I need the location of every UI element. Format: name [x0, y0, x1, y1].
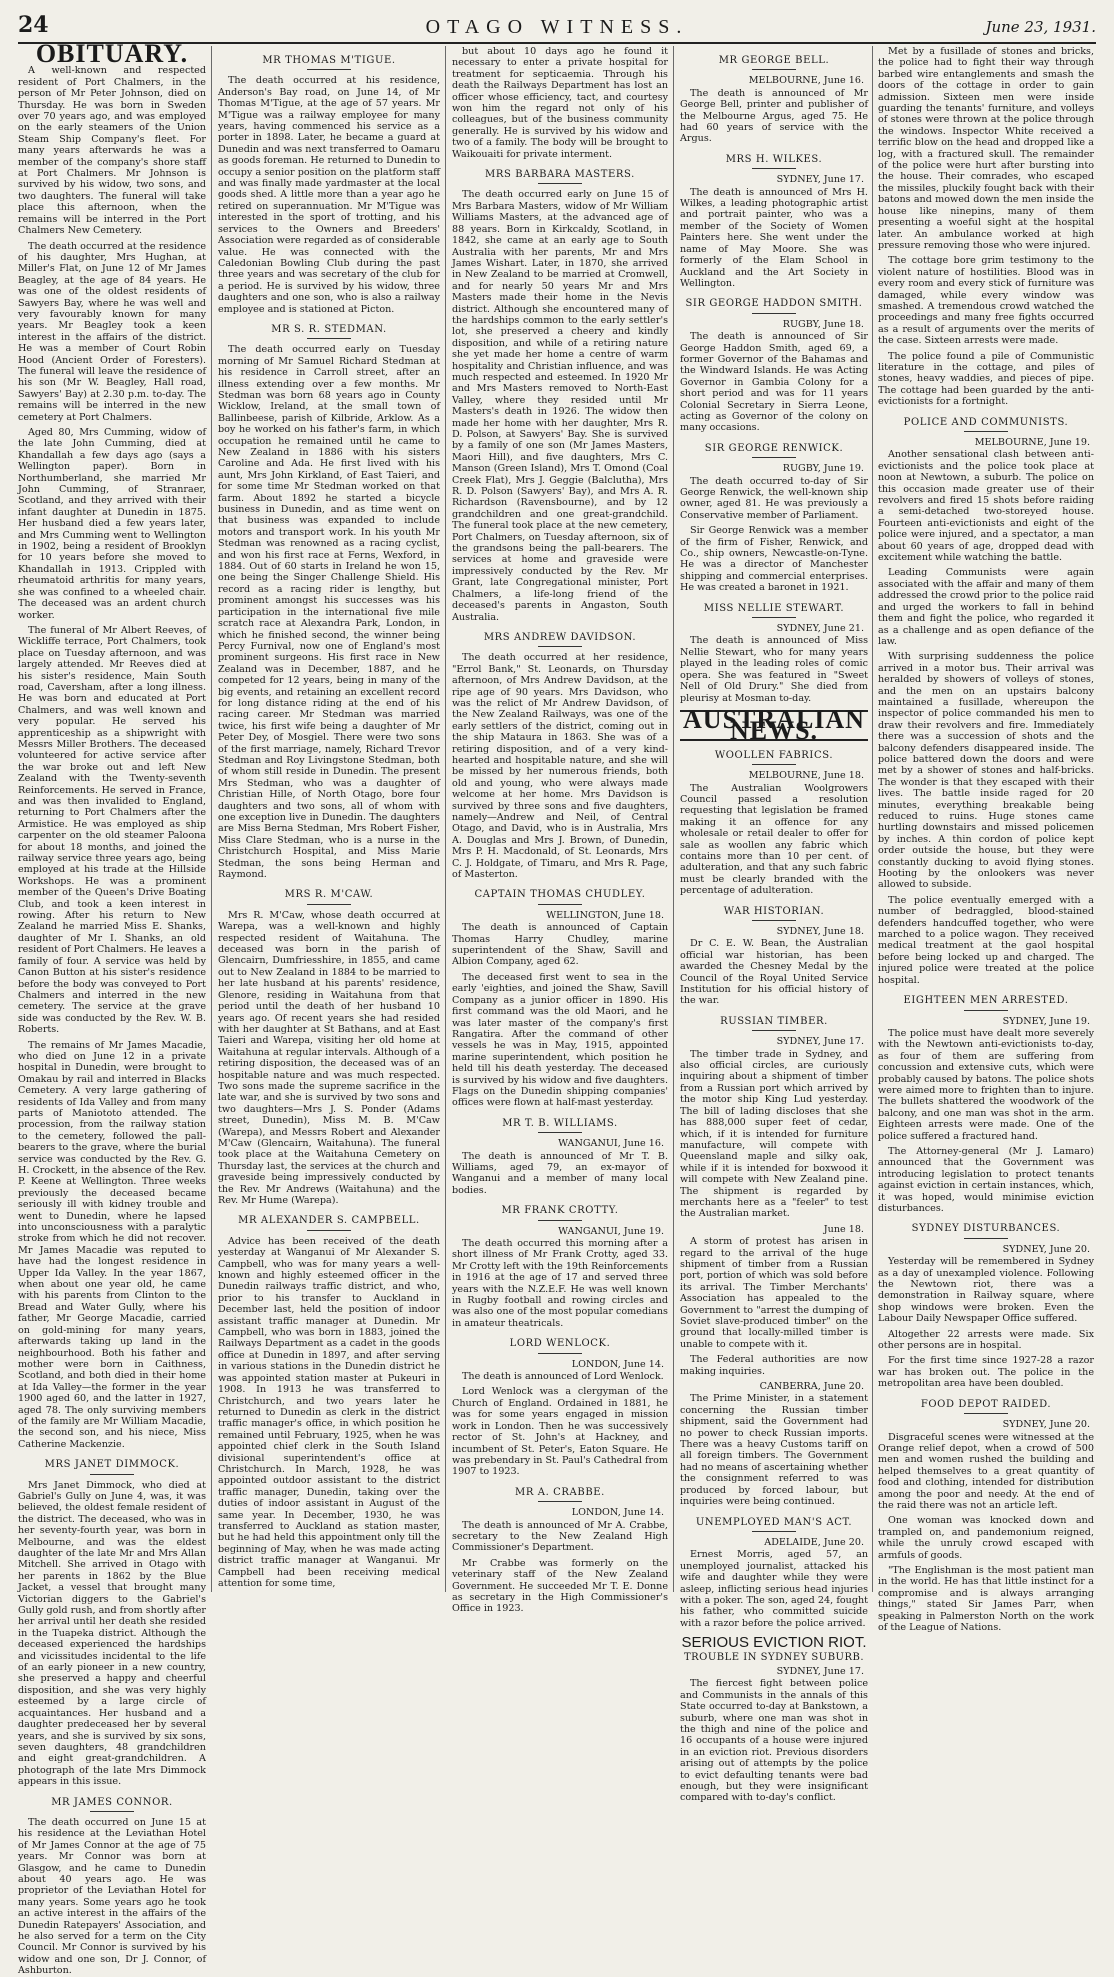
headline-rule [752, 920, 796, 921]
article-paragraph: The death occurred on June 15 at his residence at the Leviathan Hotel of Mr James Connor at the age of 75 years. Mr Connor was born at Glasgow, and he came to Dunedin about 40 years ago. He was proprietor of the Leviathan Hotel for many years. Some years ago he took an active interest in the affairs of the Dunedin Ratepayers' Association, and he also served for a term on the City Council. Mr Connor is survived by his widow and one son, Dr J. Connor, of Ashburton. [18, 1816, 206, 1977]
article-headline: WAR HISTORIAN. [723, 905, 825, 917]
article-paragraph: The death is announced of Captain Thomas Harry Chudley, marine superintendent of the Shaw, Savill and Albion Company, aged 62. [452, 922, 668, 968]
headline-rule [964, 1413, 1008, 1414]
article-headline: MR S. R. STEDMAN. [271, 323, 387, 335]
dateline: CANBERRA, June 20. [759, 1381, 864, 1393]
dateline: WELLINGTON, June 18. [546, 909, 664, 921]
dateline: June 18. [823, 1223, 864, 1235]
article-paragraph: The death is announced of Mr A. Crabbe, secretary to the New Zealand High Commissioner's Department. [452, 1519, 668, 1554]
article-paragraph: With surprising suddenness the police arrived in a motor bus. Their arrival was heralded by showers of volleys of stones, and the men on an upstairs balcony maintained a fusillade, whereupon the inspector of police commanded his men to draw their revolvers and fire. Immediately there was a succession of shots and the balcony defenders disappeared inside. The police battered down the doors and were met by a shower of stones and half-bricks. The wonder is that they escaped with their lives. The battle inside raged for 20 minutes, everything breakable being reduced to ruins. Huge stones came hurtling downstairs and missed policemen by inches. A thin cordon of police kept order outside the house, but they were constantly ducking to avoid flying stones. Hooting by the onlookers was never allowed to subside. [878, 651, 1094, 891]
article-paragraph: The cottage bore grim testimony to the violent nature of hostilities. Blood was in every room and every stick of furniture was damaged, while every window was smashed. A tremendous crowd watched the proceedings and many free fights occurred as a result of arguments over the merits of the case. Sixteen arrests were made. [878, 255, 1094, 347]
dateline: SYDNEY, June 17. [776, 1665, 864, 1677]
headline-rule [964, 1238, 1008, 1239]
article-paragraph: The death is announced of Miss Nellie Stewart, who for many years played in the leading roles of comic opera. She was featured in "Sweet Nell of Old Drury." She died from pleurisy at Mosman to-day. [680, 635, 868, 704]
column-5 [878, 46, 1094, 1633]
article-paragraph: The death occurred to-day of Sir George Renwick, the well-known ship owner, aged 81. He was previously a Conservative member of Parliament. [680, 475, 868, 521]
article-paragraph: The Australian Woolgrowers Council passed a resolution requesting that legislation be framed making it an offence for any wholesale or retail dealer to offer for sale as woollen any fabric which contains more than 10 per cent. of adulteration, and that any such fabric must be clearly branded with the percentage of adulteration. [680, 782, 868, 897]
dateline: SYDNEY, June 18. [776, 926, 864, 937]
article-paragraph: For the first time since 1927-28 a razor war has broken out. The police in the metropolitan area have been doubled. [878, 1355, 1094, 1390]
article-headline: MR ALEXANDER S. CAMPBELL. [238, 1215, 420, 1227]
headline-rule [538, 1132, 582, 1133]
article-paragraph: A well-known and respected resident of Port Chalmers, in the person of Mr Peter Johnson, died on Thursday. He was born in Sweden over 70 years ago, and was employed on the early steamers of the Union Steam Ship Company's fleet. For many years afterwards he was a member of the company's shore staff at Port Chalmers. Mr Johnson is survived by his widow, two sons, and two daughters. The funeral will take place this afternoon, when the remains will be interred in the Port Chalmers New Cemetery. [18, 65, 206, 237]
article-headline: MRS ANDREW DAVIDSON. [483, 631, 637, 643]
headline-rule [538, 1353, 582, 1354]
article-paragraph: The Prime Minister, in a statement concerning the Russian timber shipment, said the Government had no power to check Russian imports. There was a heavy Customs tariff on all foreign timbers. The Government had no means of ascertaining whether the consignment referred to was produced by forced labour, but inquiries were being continued. [680, 1393, 868, 1508]
article-paragraph: The death occurred at the residence of his daughter, Mrs Hughan, at Miller's Flat, on June 12 of Mr James Beagley, at the age of 84 years. He was one of the oldest residents of Sawyers Bay, where he was well and very favourably known for many years. Mr Beagley took a keen interest in the affairs of the district. He was a member of Court Robin Hood (Ancient Order of Foresters). The funeral will leave the residence of his son (Mr W. Beagley, Hall road, Sawyers' Bay) at 2.30 p.m. to-day. The remains will be interred in the new cemetery at Port Chalmers. [18, 240, 206, 423]
article-paragraph: A storm of protest has arisen in regard to the arrival of the huge shipment of timber from a Russian port, portion of which was sold before its arrival. The Timber Merchants' Association has appealed to the Government to "arrest the dumping of Soviet slave-produced timber" on the ground that locally-milled timber is unable to compete with it. [680, 1236, 868, 1350]
headline-rule [307, 1230, 351, 1231]
issue-date: June 23, 1931. [985, 18, 1096, 36]
column-1 [18, 39, 207, 1977]
sub-headline: TROUBLE IN SYDNEY SUBURB. [683, 1651, 865, 1663]
article-paragraph: The police must have dealt more severely with the Newtown anti-evictionists to-day, as four of them are suffering from concussion and extensive cuts, which were probably caused by batons. The police shots were aimed more to frighten than to injure. The bullets shattered the woodwork of the balcony, and one man was shot in the arm. Eighteen arrests were made. One of the police suffered a fractured hand. [878, 1027, 1094, 1142]
article-headline: UNEMPLOYED MAN'S ACT. [695, 1516, 853, 1528]
article-headline: CAPTAIN THOMAS CHUDLEY. [474, 889, 646, 901]
article-headline: SYDNEY DISTURBANCES. [911, 1223, 1061, 1235]
article-paragraph: The death occurred at her residence, "Errol Bank," St. Leonards, on Thursday afternoon, of Mrs Andrew Davidson, at the ripe age of 90 years. Mrs Davidson, who was the relict of Mr Andrew Davidson, of the New Zealand Railways, was one of the early settlers of the district, coming out in the ship Mataura in 1863. She was of a retiring disposition, and of a very kind-hearted and hospitable nature, and she will be missed by her numerous friends, both old and young, who were always made welcome at her home. Mrs Davidson is survived by three sons and five daughters, namely—Andrew and Neil, of Central Otago, and David, who is in Australia, Mrs A. Douglas and Mrs J. Brown, of Dunedin, Mrs P. H. Macdonald, of St. Leonards, Mrs C. J. Holdgate, of Timaru, and Mrs R. Page, of Masterton. [452, 652, 668, 881]
headline-rule [964, 431, 1008, 432]
article-headline: SIR GEORGE RENWICK. [704, 442, 844, 454]
article-paragraph: Leading Communists were again associated with the affair and many of them addressed the crowd prior to the police raid and urged the workers to fall in behind them and fight the police, who regarded it as a challenge and as open defiance of the law. [878, 567, 1094, 647]
article-paragraph: The death occurred at his residence, Anderson's Bay road, on June 14, of Mr Thomas M'Tigue, at the age of 57 years. Mr M'Tigue was a railway employee for many years, having commenced his service as a porter in 1898. Later, he became a guard at Dunedin and was next transferred to Oamaru as goods foreman. He returned to Dunedin to occupy a senior position on the platform staff and was finally made yardmaster at the local goods shed. A little more than a year ago he retired on superannuation. Mr M'Tigue was interested in the sport of trotting, and his services to the Owners and Breeders' Association were regarded as of considerable value. He was connected with the Caledonian Bowling Club during the past three years and was secretary of the club for a period. He is survived by his widow, three daughters and one son, who is also a railway employee and is stationed at Picton. [218, 75, 440, 315]
page-number: 24 [18, 12, 49, 38]
article-headline: EIGHTEEN MEN ARRESTED. [903, 995, 1069, 1007]
article-headline: MR GEORGE BELL. [718, 55, 830, 66]
dateline: ADELAIDE, June 20. [764, 1536, 864, 1548]
headline-rule [752, 764, 796, 765]
dateline: MELBOURNE, June 16. [748, 75, 864, 87]
dateline: LONDON, June 14. [571, 1358, 664, 1370]
section-title: OBITUARY. [35, 39, 189, 68]
headline-rule [90, 1474, 134, 1475]
headline-rule [538, 904, 582, 905]
article-paragraph: Mrs R. M'Caw, whose death occurred at Warepa, was a well-known and highly respected resident of Waitahuna. The deceased was born in the parish of Glencairn, Dumfriesshire, in 1855, and came out to New Zealand in 1884 to be married to her late husband at his parents' residence, Glenore, residing in Waitahuna from that period until the death of her husband 10 years ago. Of recent years she had resided with her daughter at St Bathans, and at East Taieri and Warepa, visiting her old home at Waitahuna at regular intervals. Although of a retiring disposition, the deceased was of an hospitable nature and was much respected. Two sons made the supreme sacrifice in the late war, and she is survived by two sons and two daughters—Mrs J. S. Ponder (Adams street, Dunedin), Miss M. B. M'Caw (Warepa), and Messrs Robert and Alexander M'Caw (Glencairn, Waitahuna). The funeral took place at the Waitahuna Cemetery on Thursday last, the services at the church and graveside being impressively conducted by the Rev. Mr Andrews (Waitahuna) and the Rev. Mr Hume (Warepa). [218, 909, 440, 1206]
article-paragraph: Altogether 22 arrests were made. Six other persons are in hospital. [878, 1328, 1094, 1352]
article-paragraph: One woman was knocked down and trampled on, and pandemonium reigned, while the unruly crowd escaped with armfuls of goods. [878, 1515, 1094, 1561]
headline-rule [752, 313, 796, 314]
article-paragraph: The funeral of Mr Albert Reeves, of Wickliffe terrace, Port Chalmers, took place on Tuesday afternoon, and was largely attended. Mr Reeves died at his sister's residence, Main South road, Caversham, after a long illness. He was born and educated at Port Chalmers, and was well known and very popular. He served his apprenticeship as a shipwright with Messrs Miller Brothers. The deceased volunteered for active service after the war broke out and left New Zealand with the Twenty-seventh Reinforcements. He served in France, and was then invalided to England, returning to Port Chalmers after the Armistice. He was employed as ship carpenter on the old steamer Paloona for about 18 months, and joined the railway service three years ago, being employed at his trade at the Hillside Workshops. He was a prominent member of the Queen's Drive Boating Club, and took a keen interest in rowing. After his return to New Zealand he married Miss E. Shanks, daughter of Mr I. Shanks, an old resident of Port Chalmers. He leaves a family of four. A service was held by Canon Button at his sister's residence before the body was conveyed to Port Chalmers and interred in the new cemetery. The service at the grave side was conducted by the Rev. W. B. Roberts. [18, 624, 206, 1036]
article-paragraph: Lord Wenlock was a clergyman of the Church of England. Ordained in 1881, he was for some years engaged in mission work in London. Then he was successively rector of St. John's at Hackney, and incumbent of St. Peter's, Eaton Square. He was prebendary in St. Paul's Cathedral from 1907 to 1923. [452, 1386, 668, 1478]
headline-rule [752, 1531, 796, 1532]
article-paragraph: The death occurred this morning after a short illness of Mr Frank Crotty, aged 33. Mr Crotty left with the 19th Reinforcements in 1916 at the age of 17 and served three years with the N.Z.E.F. He was well known in Rugby football and rowing circles and was also one of the most popular comedians in amateur theatricals. [452, 1238, 668, 1329]
article-paragraph: The Attorney-general (Mr J. Lamaro) announced that the Government was introducing legislation to protect tenants against eviction in certain instances, which, it was hoped, would minimise eviction disturbances. [878, 1145, 1094, 1214]
dateline: MELBOURNE, June 18. [748, 770, 864, 782]
newspaper-title: OTAGO WITNESS. [425, 16, 689, 38]
article-paragraph: The timber trade in Sydney, and also official circles, are curiously inquiring about a shipment of timber from a Russian port which arrived by the motor ship King Lud yesterday. The bill of lading discloses that she has 888,000 super feet of cedar, which, if it is intended for furniture manufacture, will compete with Queensland maple and silky oak, while if it is intended for boxwood it will compete with New Zealand pine. The shipment is regarded by merchants here as a "feeler" to test the Australian market. [680, 1048, 868, 1220]
article-paragraph: Ernest Morris, aged 57, an unemployed journalist, attacked his wife and daughter while they were asleep, inflicting serious head injuries with a poker. The son, aged 24, fought his father, who committed suicide with a razor before the police arrived. [680, 1549, 868, 1629]
article-paragraph: Aged 80, Mrs Cumming, widow of the late John Cumming, died at Khandallah a few days ago (says a Wellington paper). Born in Northumberland, she married Mr John Cumming, of Stranraer, Scotland, and they arrived with their infant daughter at Dunedin in 1875. Her husband died a few years later, and Mrs Cumming went to Wellington in 1902, being a resident of Brooklyn for 10 years before she moved to Khandallah in 1913. Crippled with rheumatoid arthritis for many years, she was confined to a wheeled chair. The deceased was an ardent church worker. [18, 427, 206, 621]
dateline: RUGBY, June 18. [782, 318, 864, 330]
column-rule [673, 46, 674, 1592]
article-headline: FOOD DEPOT RAIDED. [920, 1398, 1052, 1410]
headline-rule [538, 646, 582, 647]
article-paragraph: The fiercest fight between police and Communists in the annals of this State occurred to-day at Bankstown, a suburb, where one man was shot in the thigh and nine of the police and 16 occupants of a house were injured in an eviction riot. Previous disorders arising out of attempts by the police to evict defaulting tenants were bad enough, but they were insignificant compared with to-day's conflict. [680, 1678, 868, 1804]
dateline: WANGANUI, June 19. [558, 1225, 664, 1237]
article-headline: LORD WENLOCK. [509, 1338, 611, 1350]
column-rule [211, 46, 212, 1592]
dateline: SYDNEY, June 17. [776, 1036, 864, 1048]
column-3 [452, 46, 668, 1615]
article-headline: MRS H. WILKES. [725, 153, 823, 165]
article-headline: MISS NELLIE STEWART. [703, 602, 845, 614]
dateline: SYDNEY, June 17. [776, 174, 864, 186]
article-paragraph: The police found a pile of Communistic literature in the cottage, and piles of stones, heavy waddies, and pieces of pipe. The cottage had been guarded by the anti-evictionists for a fortnight. [878, 350, 1094, 408]
article-paragraph: The death is announced of Mrs H. Wilkes, a leading photographic artist and portrait painter, who was a member of the Society of Women Painters here. She went under the name of May Moore. She was formerly of the Elam School in Auckland and the Art Society in Wellington. [680, 186, 868, 289]
headline-rule [752, 168, 796, 169]
article-headline: WOOLLEN FABRICS. [714, 749, 834, 761]
headline-rule [752, 617, 796, 618]
article-paragraph: Another sensational clash between anti-evictionists and the police took place at noon at Newtown, a suburb. The police on this occasion made greater use of their revolvers and fired 15 shots before raiding a semi-detached two-storeyed house. Fourteen anti-evictionists and eight of the police were injured, and a spectator, a man about 60 years of age, dropped dead with excitement while watching the battle. [878, 449, 1094, 564]
dateline: RUGBY, June 19. [782, 463, 864, 475]
article-headline: MR A. CRABBE. [515, 1486, 605, 1498]
feature-headline: SERIOUS EVICTION RIOT. [681, 1634, 867, 1652]
dateline: SYDNEY, June 20. [1002, 1243, 1090, 1255]
dateline: LONDON, June 14. [571, 1507, 664, 1519]
headline-rule [538, 183, 582, 184]
article-headline: MRS BARBARA MASTERS. [485, 169, 635, 181]
headline-rule [752, 457, 796, 458]
article-paragraph: Yesterday will be remembered in Sydney as a day of unexampled violence. Following the Newtown riot, there was a demonstration in Railway square, where shop windows were broken. Even the Labour Daily Newspaper Office suffered. [878, 1256, 1094, 1325]
article-paragraph: The Federal authorities are now making inquiries. [680, 1354, 868, 1377]
article-paragraph: The death is announced of Lord Wenlock. [462, 1371, 664, 1383]
article-paragraph: The death is announced of Sir George Haddon Smith, aged 69, a former Governor of the Bahamas and the Windward Islands. He was Acting Governor in Gambia Colony for a short period and was for 11 years Colonial Secretary in Sierra Leone, acting as Governor of the colony on many occasions. [680, 331, 868, 434]
column-4 [680, 46, 868, 1804]
article-headline: SIR GEORGE HADDON SMITH. [685, 298, 863, 310]
column-2 [218, 46, 440, 1592]
column-rule [445, 46, 446, 1592]
article-headline: MR FRANK CROTTY. [501, 1205, 619, 1217]
article-headline: MRS R. M'CAW. [284, 889, 374, 901]
column-rule [872, 46, 873, 1592]
headline-rule [538, 1501, 582, 1502]
headline-rule [307, 69, 351, 70]
article-paragraph: The death occurred early on Tuesday morning of Mr Samuel Richard Stedman at his residence in Carroll street, after an illness extending over a few months. Mr Stedman was born 68 years ago in County Wicklow, Ireland, at the small town of Ballinbeese, parish of Kilbride, Arklow. As a boy he worked on his father's farm, in which occupation he remained until he came to New Zealand in 1886 with his sisters Caroline and Ada. He first lived with his aunt, Mrs John Kirkland, of East Taieri, and for some time Mr Stedman worked on that farm. About 1892 he started a bicycle business in Dunedin, and as time went on that business was expanded to include motors and transport work. In his youth Mr Stedman was renowned as a racing cyclist, and won his first race at Ferns, Wexford, in 1884. Out of 60 starts in Ireland he won 15, one being the Singer Challenge Shield. His record as a racing rider is lengthy, but prominent amongst his successes was his participation in the international five mile scratch race at Alexandra Park, London, in which he finished second, the winner being Percy Furnival, now one of England's most prominent surgeons. His first race in New Zealand was in December, 1887, and he competed for 12 years, being in many of the big events, and retaining an excellent record for long distance riding at the end of his racing career. Mr Stedman was married twice, his first wife being a daughter of Mr Peter Dey, of Mosgiel. There were two sons of the first marriage, namely, Richard Trevor Stedman and Roy Livingstone Stedman, both of whom still reside in Dunedin. The present Mrs Stedman, who was a daughter of Christian Hille, of North Otago, bore four daughters and two sons, all of whom with one exception live in Dunedin. The daughters are Miss Berna Stedman, Mrs Robert Fisher, Miss Clare Stedman, who is a nurse in the Christchurch Hospital, and Miss Marie Stedman, the sons being Herman and Raymond. [218, 344, 440, 881]
article-paragraph: Advice has been received of the death yesterday at Wanganui of Mr Alexander S. Campbell, who was for many years a well-known and highly esteemed officer in the Dunedin railways traffic district, and who, prior to his transfer to Auckland in December last, held the position of indoor assistant traffic manager at Dunedin. Mr Campbell, who was born in 1883, joined the Railways Department as a cadet in the goods office at Dunedin in 1897, and after serving in various stations in the Dunedin district he was appointed station master at Pukeuri in 1908. In 1913 he was transferred to Christchurch, and two years later he returned to Dunedin as clerk in the district traffic manager's office, in which position he remained until February, 1925, when he was appointed chief clerk in the South Island divisional superintendent's office at Christchurch. In March, 1928, he was appointed outdoor assistant to the district traffic manager, Dunedin, taking over the duties of indoor assistant in August of the same year. In December, 1930, he was transferred to Auckland as station master, but he had held this appointment only till the beginning of May, when he was made acting district traffic manager at Wanganui. Mr Campbell had been receiving medical attention for some time, [218, 1235, 440, 1589]
article-paragraph: The death occurred early on June 15 of Mrs Barbara Masters, widow of Mr William Williams Masters, at the advanced age of 88 years. Born in Kirkcaldy, Scotland, in 1842, she came at an early age to South Australia with her parents, Mr and Mrs James Wishart. Later, in 1870, she arrived in New Zealand to be married at Cromwell, and for nearly 50 years Mr and Mrs Masters made their home in the Nevis district. Although she encountered many of the hardships common to the early settler's lot, she preserved a cheery and kindly disposition, and while of a retiring nature she yet made her home a centre of warm hospitality and Christian influence, and was much respected and esteemed. In 1920 Mr and Mrs Masters removed to North-East Valley, where they resided until Mr Masters's death in 1926. The widow then made her home with her daughter, Mrs R. D. Polson, at Sawyers' Bay. She is survived by a family of one son (Mr James Masters, Maori Hill), and five daughters, Mrs C. Manson (Green Island), Mrs T. Omond (Coal Creek Flat), Mrs J. Geggie (Balclutha), Mrs R. D. Polson (Sawyers' Bay), and Mrs A. R. Richardson (Ravensbourne), and by 12 grandchildren and one great-grandchild. The funeral took place at the new cemetery, Port Chalmers, on Tuesday afternoon, six of the grandsons being the pall-bearers. The services at home and graveside were impressively conducted by the Rev. Mr Grant, late Congregational minister, Port Chalmers, a life-long friend of the deceased's parents in Angaston, South Australia. [452, 189, 668, 623]
article-paragraph: but about 10 days ago he found it necessary to enter a private hospital for treatment for septicaemia. Through his death the Railways Department has lost an officer whose efficiency, tact, and courtesy won him the regard not only of his colleagues, but of the business community generally. He is survived by his widow and two of a family. The body will be brought to Waikouaiti for private interment. [452, 46, 668, 160]
article-paragraph: The death is announced of Mr T. B. Williams, aged 79, an ex-mayor of Wanganui and a member of many local bodies. [452, 1150, 668, 1196]
dateline: SYDNEY, June 19. [1002, 1015, 1090, 1027]
headline-rule [538, 1220, 582, 1221]
article-headline: RUSSIAN TIMBER. [720, 1015, 828, 1027]
dateline: SYDNEY, June 21. [776, 623, 864, 635]
article-headline: POLICE AND COMMUNISTS. [903, 416, 1069, 428]
article-headline: MR THOMAS M'TIGUE. [262, 55, 396, 66]
headline-rule [964, 1010, 1008, 1011]
article-paragraph: "The Englishman is the most patient man in the world. He has that little instinct for a compromise and is always arranging things," stated Sir James Parr, when speaking in Palmerston North on the work of the League of Nations. [878, 1564, 1094, 1633]
article-paragraph: Dr C. E. W. Bean, the Australian official war historian, has been awarded the Chesney Medal by the Council of the Royal United Service Institution for his official history of the war. [680, 938, 868, 1007]
headline-rule [307, 904, 351, 905]
article-headline: MR JAMES CONNOR. [51, 1796, 173, 1808]
headline-rule [752, 1030, 796, 1031]
dateline: WANGANUI, June 16. [558, 1138, 664, 1150]
dateline: SYDNEY, June 20. [1002, 1419, 1090, 1431]
headline-rule [752, 69, 796, 70]
article-paragraph: Met by a fusillade of stones and bricks, the police had to fight their way through barbed wire entanglements and smash the doors of the cottage in order to gain admission. Sixteen men were inside guarding the tenants' furniture, and volleys of stones were thrown at the police through the windows. Inspector White received a terrific blow on the head and dropped like a log, with a fractured skull. The remainder of the police were hurt after bursting into the house. Their comrades, who escaped the missiles, pluckily fought back with their batons and mowed down the men inside the house like ninepins, many of them presenting a woeful sight at the hospital later. An ambulance worked at high pressure removing those who were injured. [878, 46, 1094, 251]
article-paragraph: Mrs Janet Dimmock, who died at Gabriel's Gully on June 4, was, it was believed, the oldest female resident of the district. The deceased, who was in her seventy-fourth year, was born in Melbourne, and was the eldest daughter of the late Mr and Mrs Allan Mitchell. She arrived in Otago with her parents in 1862 by the Blue Jacket, a vessel that brought many Victorian diggers to the Gabriel's Gully gold rush, and from shortly after her arrival until her death she resided in the Tuapeka district. Although the deceased experienced the hardships and vicissitudes incidental to the life of an early pioneer in a new country, she preserved a happy and cheerful disposition, and she was very highly esteemed by a large circle of acquaintances. Her husband and a daughter predeceased her by several years, and she is survived by six sons, seven daughters, 48 grandchildren and eight great-grandchildren. A photograph of the late Mrs Dimmock appears in this issue. [18, 1479, 206, 1788]
article-paragraph: Disgraceful scenes were witnessed at the Orange relief depot, when a crowd of 500 men and women rushed the building and helped themselves to a great quantity of food and clothing, intended for distribution among the poor and needy. At the end of the raid there was not an article left. [878, 1431, 1094, 1511]
article-paragraph: The deceased first went to sea in the early 'eighties, and joined the Shaw, Savill Company as a junior officer in 1890. His first command was the old Maori, and he was later master of the company's first Rangatira. After the command of other vessels he was in May, 1915, appointed marine superintendent, which position he held till his death yesterday. The deceased is survived by his widow and five daughters. Flags on the Dunedin shipping companies' offices were flown at half-mast yesterday. [452, 971, 668, 1109]
article-headline: MR T. B. WILLIAMS. [502, 1117, 618, 1129]
article-paragraph: The death is announced of Mr George Bell, printer and publisher of the Melbourne Argus, aged 75. He had 60 years of service with the Argus. [680, 87, 868, 145]
article-paragraph: The remains of Mr James Macadie, who died on June 12 in a private hospital in Dunedin, were brought to Omakau by rail and interred in Blacks Cemetery. A very large gathering of residents of Ida Valley and from many parts of Maniototo attended. The procession, from the railway station to the cemetery, followed the pall-bearers to the grave, where the burial service was conducted by the Rev. G. H. Crockett, in the absence of the Rev. P. Keene at Wellington. Three weeks previously the deceased became seriously ill with kidney trouble and went to Dunedin, where he lapsed into unconsciousness with a paralytic stroke from which he did not recover. Mr James Macadie was reputed to have had the longest residence in Upper Ida Valley. In the year 1867, when about one year old, he came with his parents from Clinton to the Bread and Water Gully, where his father, Mr George Macadie, carried on gold-mining for many years, afterwards taking up land in the neighbourhood. Both his father and mother were born in Caithness, Scotland, and both died in their home at Ida Valley—the former in the year 1900 aged 60, and the latter in 1927, aged 78. The only surviving members of the family are Mr William Macadie, the second son, and his niece, Miss Catherine Mackenzie. [18, 1039, 207, 1450]
section-banner: AUSTRALIAN NEWS. [680, 710, 868, 741]
article-paragraph: The police eventually emerged with a number of bedraggled, blood-stained defenders handcuffed together, who were marched to a police wagon. They received medical treatment at the gaol hospital before being locked up and charged. The injured police were treated at the police hospital. [878, 894, 1094, 986]
article-paragraph: Mr Crabbe was formerly on the veterinary staff of the New Zealand Government. He succeeded Mr T. E. Donne as secretary in the High Commissioner's Office in 1923. [452, 1557, 668, 1615]
dateline: MELBOURNE, June 19. [974, 437, 1090, 448]
headline-rule [307, 338, 351, 339]
article-headline: MRS JANET DIMMOCK. [44, 1459, 180, 1471]
headline-rule [90, 1811, 134, 1812]
article-paragraph: Sir George Renwick was a member of the firm of Fisher, Renwick, and Co., ship owners, Newcastle-on-Tyne. He was a director of Manchester shipping and commercial enterprises. He was created a baronet in 1921. [680, 525, 868, 594]
